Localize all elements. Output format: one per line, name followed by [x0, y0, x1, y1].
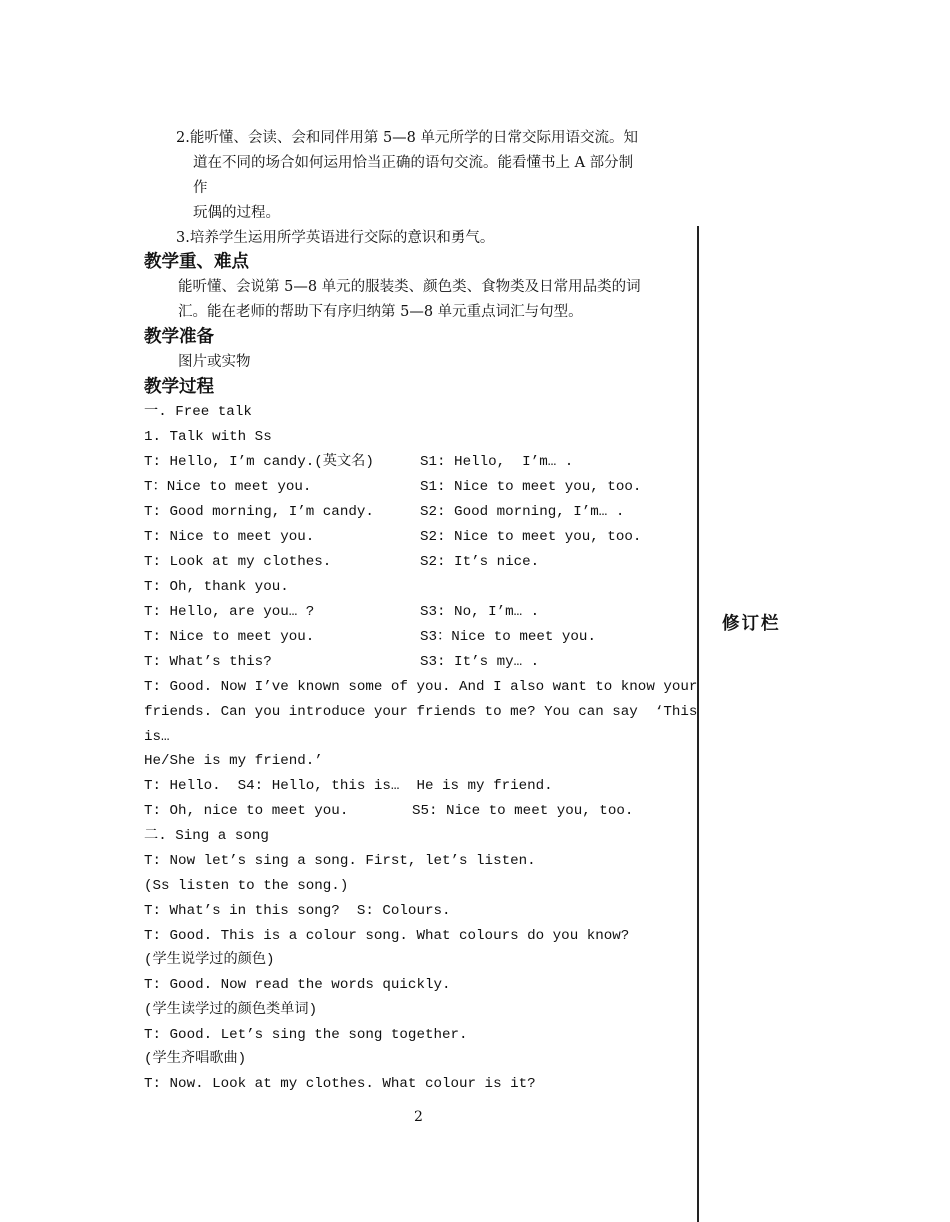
dialogue-student-line: S2: Good morning, I’m… .	[420, 504, 625, 520]
song-line: T: Now. Look at my clothes. What colour is it?	[144, 1076, 536, 1092]
objective-2-line4: 玩偶的过程。	[193, 205, 280, 221]
song-line: T: What’s in this song? S: Colours.	[144, 903, 451, 919]
song-line: (学生说学过的颜色)	[144, 952, 275, 968]
page-number: 2	[414, 1109, 423, 1125]
song-line: T: Good. This is a colour song. What colours do you know?	[144, 928, 630, 944]
dialogue-teacher-line: T: Oh, thank you.	[144, 579, 289, 595]
dialogue-teacher-line: T: Nice to meet you.	[144, 629, 315, 645]
key-points-line1: 能听懂、会说第 5—8 单元的服装类、颜色类、食物类及日常用品类的词	[178, 279, 641, 295]
objective-2-line2: 道在不同的场合如何运用恰当正确的语句交流。能看懂书上 A 部分制	[193, 155, 634, 171]
dialogue-student-line: S1: Nice to meet you, too.	[420, 479, 642, 495]
dialogue-teacher-line: T: What’s this?	[144, 654, 272, 670]
subsection-talk-with-ss: 1. Talk with Ss	[144, 429, 272, 445]
song-line: T: Good. Now read the words quickly.	[144, 977, 451, 993]
objective-3: 3.培养学生运用所学英语进行交际的意识和勇气。	[176, 230, 495, 246]
revision-column-label: 修订栏	[722, 614, 781, 634]
song-line: T: Good. Let’s sing the song together.	[144, 1027, 468, 1043]
objective-2-line3: 作	[193, 180, 208, 196]
preparation-text: 图片或实物	[178, 354, 251, 370]
dialogue-student-line: S1: Hello, I’m… .	[420, 454, 574, 470]
dialogue-teacher-line: T: Hello, are you… ?	[144, 604, 315, 620]
objective-2-line1: 2.能听懂、会读、会和同伴用第 5—8 单元所学的日常交际用语交流。知	[176, 130, 639, 146]
dialogue-student-line: S3: It’s my… .	[420, 654, 540, 670]
song-line: T: Now let’s sing a song. First, let’s listen.	[144, 853, 536, 869]
song-line: (学生读学过的颜色类单词)	[144, 1002, 318, 1018]
dialogue-teacher-line: T: Oh, nice to meet you.	[144, 803, 349, 819]
dialogue-teacher-line: T: Look at my clothes.	[144, 554, 332, 570]
section-sing-a-song: 二. Sing a song	[144, 828, 269, 844]
revision-column-divider	[697, 226, 699, 1222]
paragraph-line: friends. Can you introduce your friends to me? You can say ‘This	[144, 704, 698, 720]
key-points-line2: 汇。能在老师的帮助下有序归纳第 5—8 单元重点词汇与句型。	[178, 304, 583, 320]
preparation-heading: 教学准备	[144, 327, 214, 347]
dialogue-student-line: S3：Nice to meet you.	[420, 629, 596, 645]
dialogue-student-line: S2: It’s nice.	[420, 554, 540, 570]
dialogue-s4-line: T: Hello. S4: Hello, this is… He is my friend.	[144, 778, 553, 794]
key-points-heading: 教学重、难点	[144, 252, 249, 272]
dialogue-teacher-line: T：Nice to meet you.	[144, 479, 312, 495]
song-line: (学生齐唱歌曲)	[144, 1051, 247, 1067]
paragraph-line: is…	[144, 729, 170, 745]
section-free-talk: 一. Free talk	[144, 404, 252, 420]
dialogue-teacher-line: T: Hello, I’m candy.(英文名)	[144, 454, 374, 470]
paragraph-line: T: Good. Now I’ve known some of you. And I also want to know your	[144, 679, 698, 695]
dialogue-teacher-line: T: Good morning, I’m candy.	[144, 504, 374, 520]
dialogue-teacher-line: T: Nice to meet you.	[144, 529, 315, 545]
dialogue-student-line: S5: Nice to meet you, too.	[412, 803, 634, 819]
song-line: (Ss listen to the song.)	[144, 878, 349, 894]
process-heading: 教学过程	[144, 377, 214, 397]
dialogue-student-line: S2: Nice to meet you, too.	[420, 529, 642, 545]
dialogue-student-line: S3: No, I’m… .	[420, 604, 540, 620]
paragraph-line: He/She is my friend.’	[144, 753, 323, 769]
